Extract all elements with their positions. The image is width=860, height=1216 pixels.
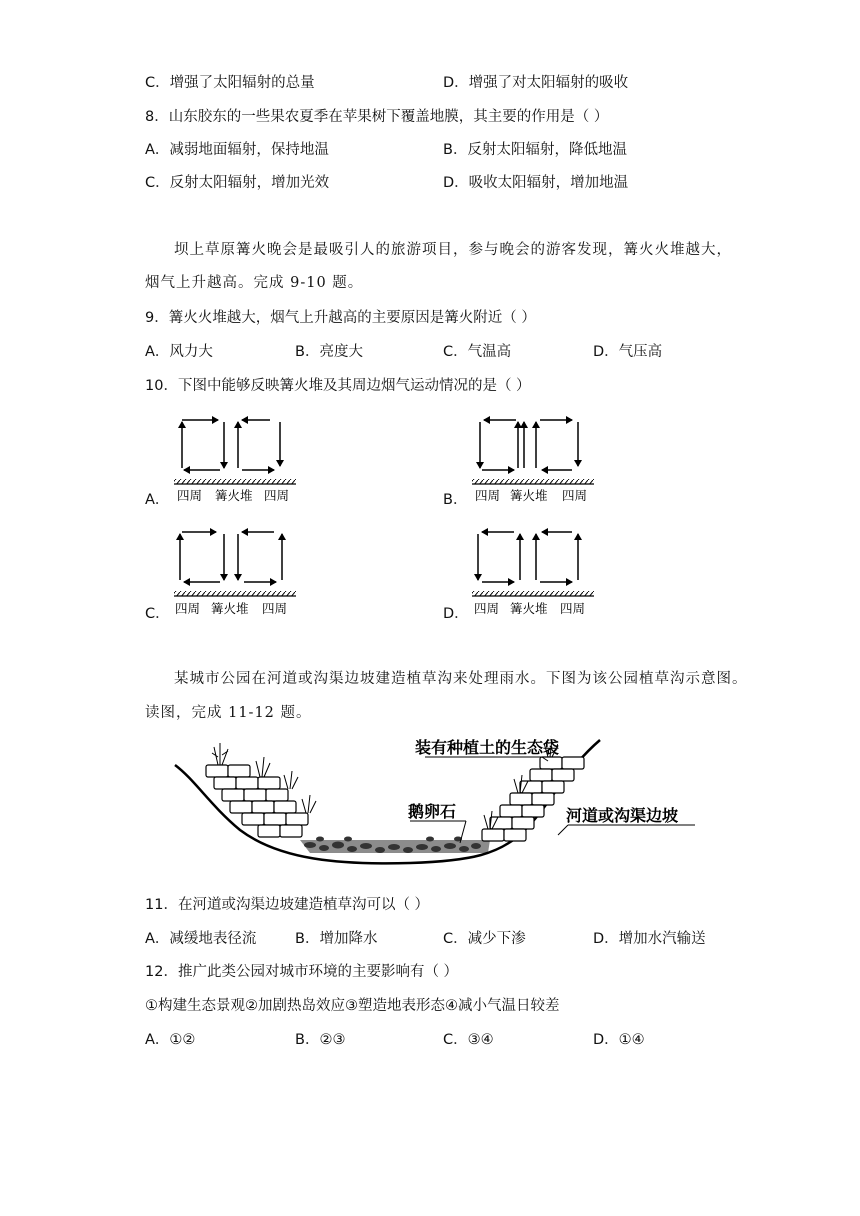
q7-option-c: C．增强了太阳辐射的总量 xyxy=(145,75,315,91)
q9-option-d: D．气压高 xyxy=(593,344,663,360)
q10b-label-left: 四周 xyxy=(475,488,501,503)
q10-letter-a: A． xyxy=(145,492,170,508)
q10b-label-center: 篝火堆 xyxy=(510,488,548,503)
passage1-line2: 烟气上升越高。完成 9-10 题。 xyxy=(145,275,364,291)
q11-option-a: A．减缓地表径流 xyxy=(145,931,257,947)
q10a-label-center: 篝火堆 xyxy=(215,488,253,503)
q12-stem: 12．推广此类公园对城市环境的主要影响有（ ） xyxy=(145,964,459,980)
q8-option-d: D．吸收太阳辐射，增加地温 xyxy=(443,175,629,191)
q11-stem: 11．在河道或沟渠边坡建造植草沟可以（ ） xyxy=(145,897,430,913)
left-ecobags xyxy=(206,765,308,837)
q10-diagram-b xyxy=(468,408,603,503)
label-ecobag: 装有种植土的生态袋 xyxy=(415,738,560,757)
q10d-label-right: 四周 xyxy=(560,601,586,616)
q10b-label-right: 四周 xyxy=(562,488,588,503)
label-pebble: 鹅卵石 xyxy=(408,802,457,821)
q10-letter-c: C． xyxy=(145,606,170,622)
q10d-label-center: 篝火堆 xyxy=(510,601,548,616)
q10-diagram-a xyxy=(170,408,305,503)
passage2-line1: 某城市公园在河道或沟渠边坡建造植草沟来处理雨水。下图为该公园植草沟示意图。 xyxy=(174,671,748,687)
q10d-label-left: 四周 xyxy=(474,601,500,616)
passage1-line1: 坝上草原篝火晚会是最吸引人的旅游项目，参与晚会的游客发现，篝火火堆越大， xyxy=(174,242,732,258)
q11-option-c: C．减少下渗 xyxy=(443,931,526,947)
q7-option-d: D．增强了对太阳辐射的吸收 xyxy=(443,75,629,91)
q10-diagram-c xyxy=(170,520,305,617)
q11-option-d: D．增加水汽输送 xyxy=(593,931,706,947)
label-slope: 河道或沟渠边坡 xyxy=(566,806,679,825)
q10-letter-d: D． xyxy=(443,606,469,622)
q10c-label-left: 四周 xyxy=(175,601,201,616)
q10-stem: 10．下图中能够反映篝火堆及其周边烟气运动情况的是（ ） xyxy=(145,378,531,394)
q8-stem: 8．山东胶东的一些果农夏季在苹果树下覆盖地膜，其主要的作用是（ ） xyxy=(145,109,609,125)
q8-option-a: A．减弱地面辐射，保持地温 xyxy=(145,142,329,158)
q12-option-d: D．①④ xyxy=(593,1032,645,1048)
q10-letter-b: B． xyxy=(443,492,468,508)
q12-option-c: C．③④ xyxy=(443,1032,494,1048)
q12-option-a: A．①② xyxy=(145,1032,196,1048)
q12-statements: ①构建生态景观②加剧热岛效应③塑造地表形态④减小气温日较差 xyxy=(145,998,560,1014)
q9-option-a: A．风力大 xyxy=(145,344,213,360)
q9-option-c: C．气温高 xyxy=(443,344,512,360)
q10a-label-right: 四周 xyxy=(264,488,290,503)
q12-option-b: B．②③ xyxy=(295,1032,346,1048)
q9-stem: 9．篝火火堆越大，烟气上升越高的主要原因是篝火附近（ ） xyxy=(145,310,536,326)
q11-option-b: B．增加降水 xyxy=(295,931,378,947)
q9-option-b: B．亮度大 xyxy=(295,344,363,360)
grass-swale-figure xyxy=(170,735,730,885)
passage2-line2: 读图，完成 11-12 题。 xyxy=(145,705,312,721)
q8-option-c: C．反射太阳辐射，增加光效 xyxy=(145,175,330,191)
q10c-label-right: 四周 xyxy=(262,601,288,616)
right-ecobags xyxy=(482,757,584,841)
q8-option-b: B．反射太阳辐射，降低地温 xyxy=(443,142,627,158)
q10-diagram-d xyxy=(468,520,603,617)
q10a-label-left: 四周 xyxy=(177,488,203,503)
q10c-label-center: 篝火堆 xyxy=(211,601,249,616)
